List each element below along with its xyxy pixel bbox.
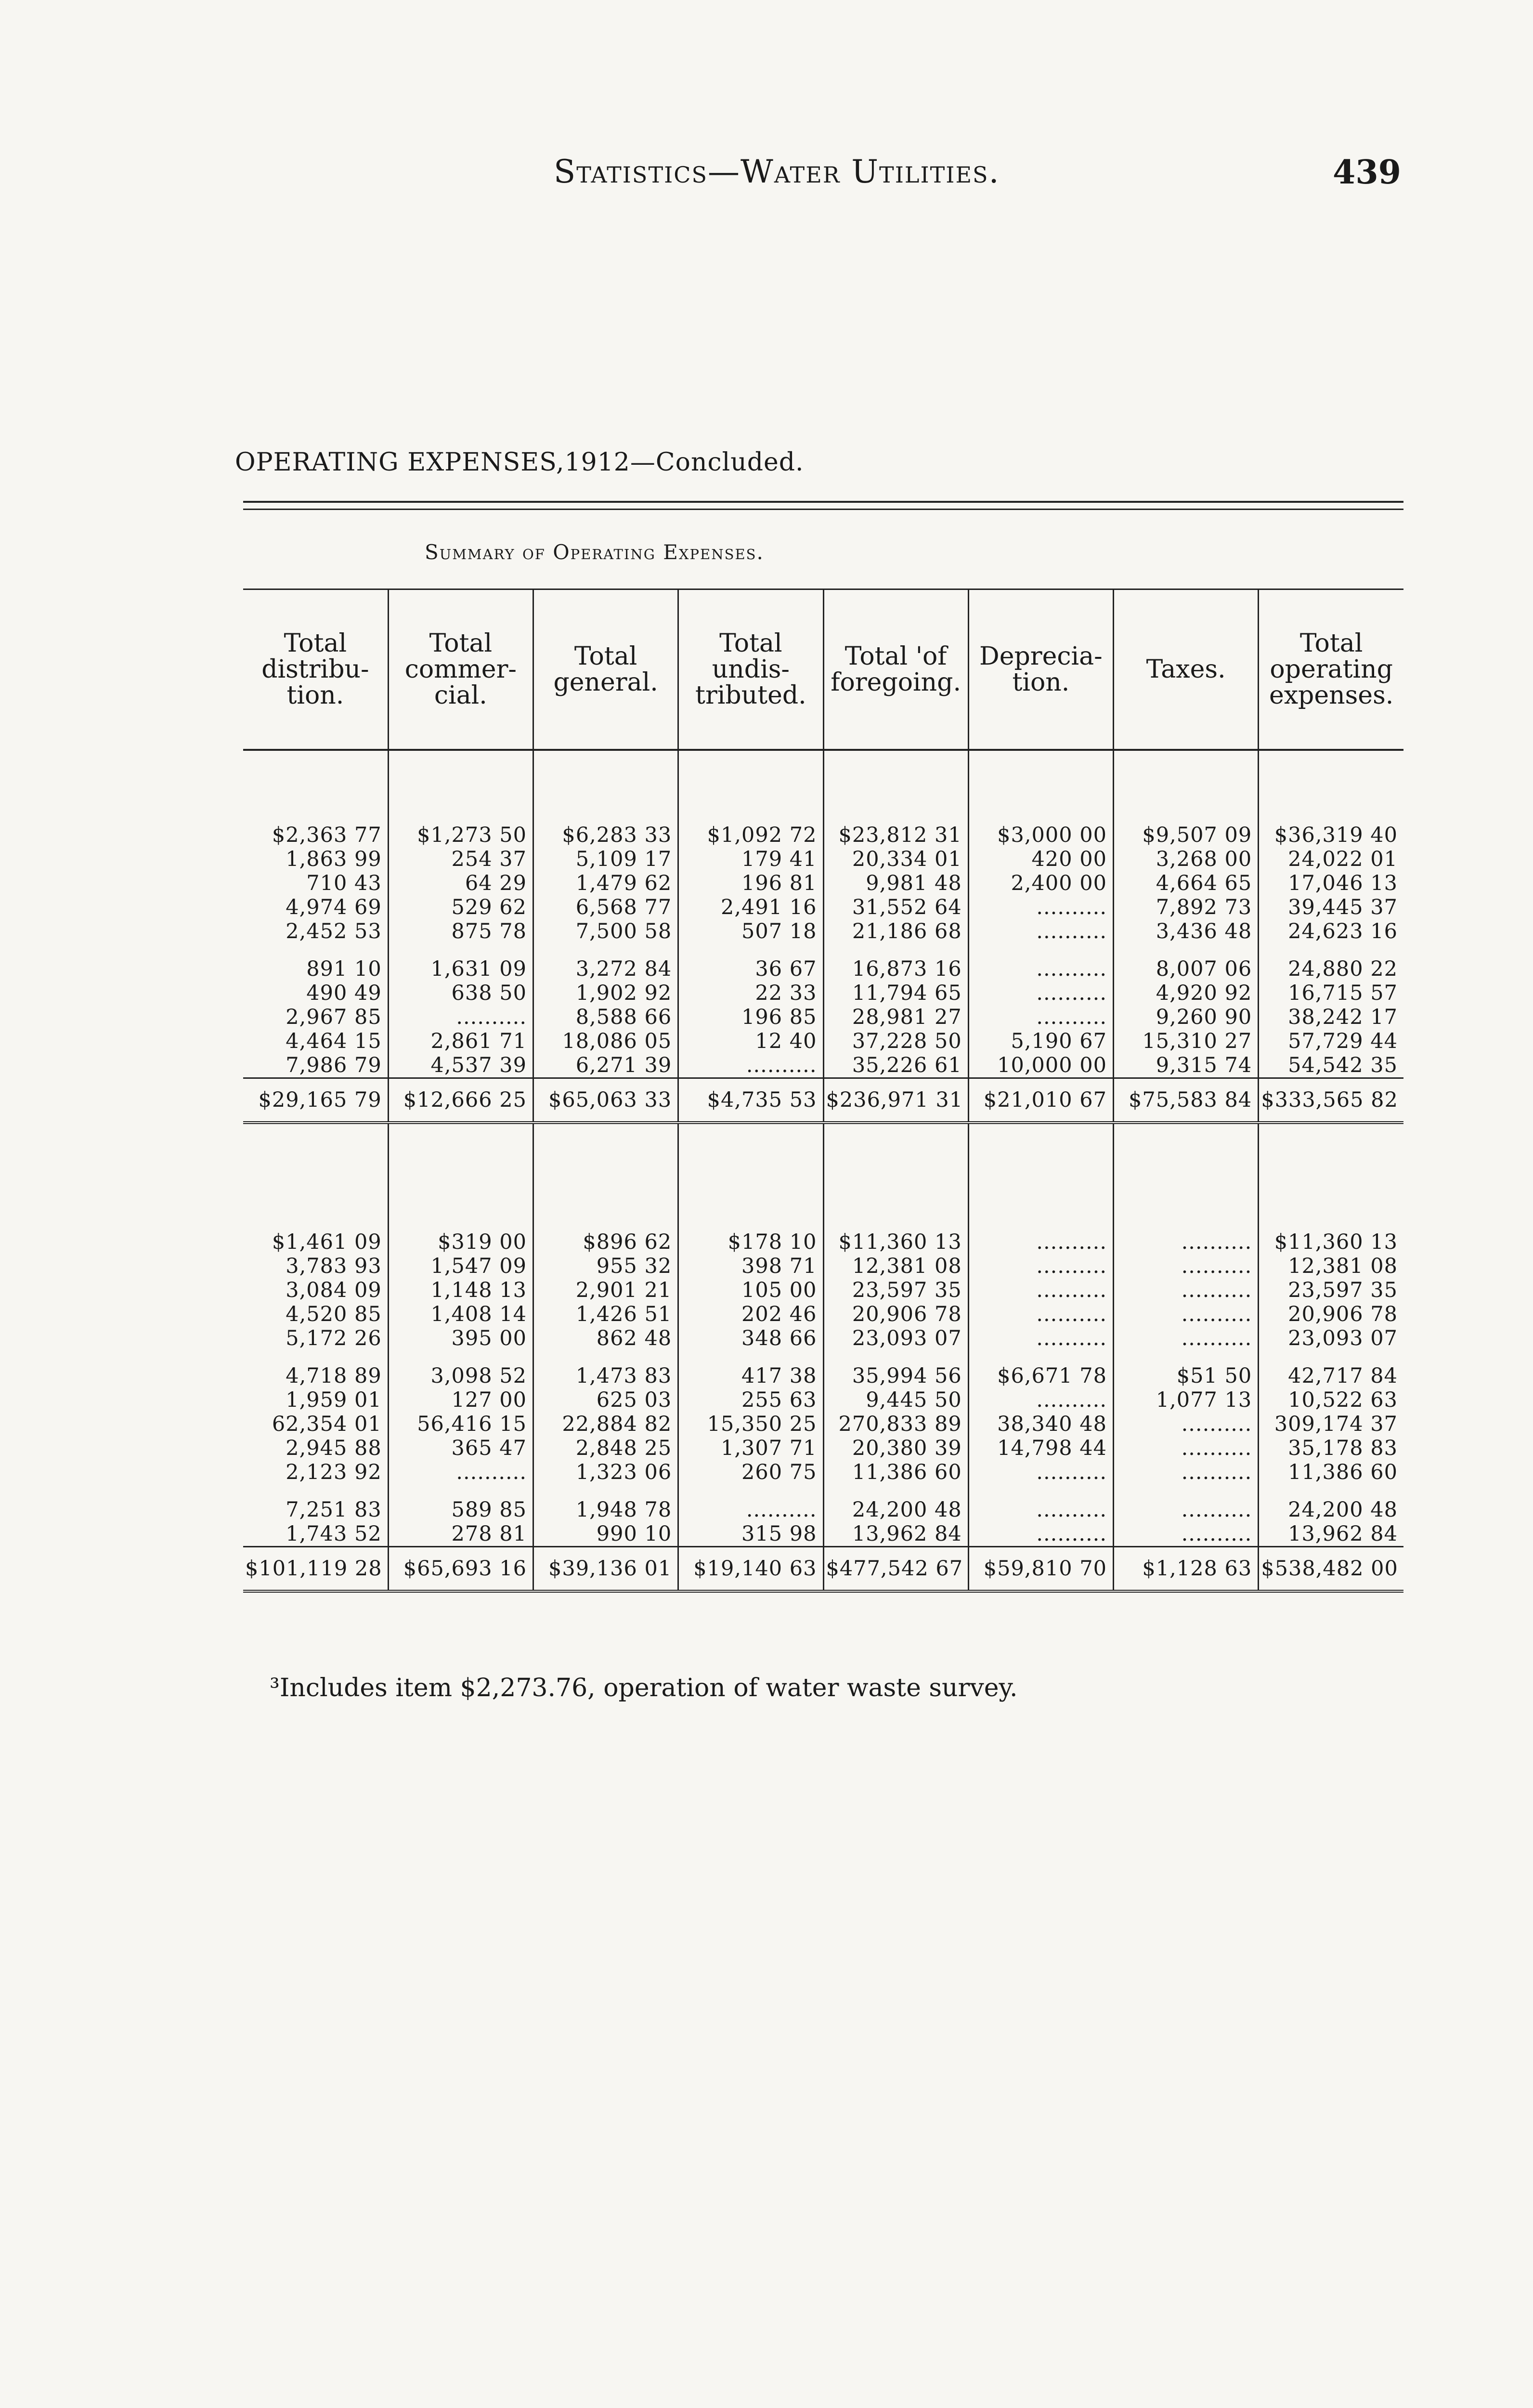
table-cell: 23,597 35 bbox=[823, 1278, 968, 1302]
table-row bbox=[243, 1005, 1403, 1029]
table-cell: 1,307 71 bbox=[678, 1436, 823, 1460]
table-cell: 9,981 48 bbox=[823, 871, 968, 895]
table-cell: 417 38 bbox=[678, 1364, 823, 1388]
table-cell: 638 50 bbox=[388, 981, 533, 1005]
table-row bbox=[243, 1230, 1403, 1254]
table-cell: 710 43 bbox=[306, 871, 382, 895]
table-cell: 2,861 71 bbox=[388, 1029, 533, 1053]
column-header: Deprecia- tion. bbox=[968, 590, 1113, 750]
spacer-row bbox=[243, 943, 1403, 957]
table-cell: .......... bbox=[968, 1498, 1113, 1522]
table-cell: 64 29 bbox=[388, 871, 533, 895]
table-cell: 7,251 83 bbox=[286, 1498, 382, 1522]
table-cell: 10,522 63 bbox=[1259, 1388, 1403, 1412]
table-cell: 10,000 00 bbox=[968, 1053, 1113, 1078]
column-header-row bbox=[243, 590, 1403, 750]
table-cell: $6,283 33 bbox=[533, 823, 678, 847]
table-cell: 589 85 bbox=[388, 1498, 533, 1522]
table-cell: 23,093 07 bbox=[823, 1326, 968, 1350]
table-cell: 1,743 52 bbox=[286, 1522, 382, 1546]
table-cell: $51 50 bbox=[1114, 1364, 1259, 1388]
table-cell: 11,386 60 bbox=[1259, 1460, 1403, 1484]
total-row bbox=[243, 1547, 1403, 1592]
table-row bbox=[243, 1053, 1403, 1078]
table-cell: .......... bbox=[678, 1053, 823, 1078]
table-cell: 24,022 01 bbox=[1259, 847, 1403, 871]
table-cell: .......... bbox=[968, 1005, 1113, 1029]
table-cell: 1,077 13 bbox=[1114, 1388, 1259, 1412]
table-cell: 127 00 bbox=[388, 1388, 533, 1412]
table-cell: 4,537 39 bbox=[388, 1053, 533, 1078]
table-cell: 17,046 13 bbox=[1259, 871, 1403, 895]
table-row bbox=[243, 1436, 1403, 1460]
spacer-row bbox=[243, 1123, 1403, 1230]
table-cell: 8,007 06 bbox=[1114, 957, 1259, 981]
table-cell: 3,272 84 bbox=[533, 957, 678, 981]
table-cell: 990 10 bbox=[533, 1522, 678, 1547]
table-cell: 35,178 83 bbox=[1259, 1436, 1403, 1460]
table-cell: 420 00 bbox=[968, 847, 1113, 871]
spacer-row bbox=[243, 1350, 1403, 1364]
table-cell: .......... bbox=[678, 1498, 823, 1522]
table-cell: .......... bbox=[1114, 1326, 1259, 1350]
table-cell: $12,666 25 bbox=[388, 1078, 533, 1123]
table-cell: 12,381 08 bbox=[823, 1254, 968, 1278]
table-row bbox=[243, 981, 1403, 1005]
table-cell: 23,093 07 bbox=[1259, 1326, 1403, 1350]
summary-title: Summary of Operating Expenses. bbox=[425, 540, 764, 564]
table-cell: 56,416 15 bbox=[388, 1412, 533, 1436]
table-cell: 18,086 05 bbox=[533, 1029, 678, 1053]
column-header: Total undis- tributed. bbox=[678, 590, 823, 750]
table-cell: .......... bbox=[968, 1278, 1113, 1302]
table-row bbox=[243, 1412, 1403, 1436]
table-cell: $178 10 bbox=[678, 1230, 823, 1254]
column-header: Taxes. bbox=[1114, 590, 1259, 750]
column-header: Total 'of foregoing. bbox=[823, 590, 968, 750]
table-cell: .......... bbox=[968, 957, 1113, 981]
table-cell: $36,319 40 bbox=[1259, 823, 1403, 847]
table-cell: 179 41 bbox=[678, 847, 823, 871]
top-double-rule-a bbox=[243, 501, 1403, 503]
table-cell: 37,228 50 bbox=[823, 1029, 968, 1053]
table-cell: 12,381 08 bbox=[1259, 1254, 1403, 1278]
table-cell: $6,671 78 bbox=[968, 1364, 1113, 1388]
table-cell: .......... bbox=[968, 1388, 1113, 1412]
table-cell: .......... bbox=[1114, 1302, 1259, 1326]
table-cell: $39,136 01 bbox=[533, 1547, 678, 1592]
table-cell: $75,583 84 bbox=[1114, 1078, 1259, 1123]
table-cell: 13,962 84 bbox=[1259, 1522, 1403, 1547]
table-cell: $65,693 16 bbox=[388, 1547, 533, 1592]
table-cell: 1,547 09 bbox=[388, 1254, 533, 1278]
table-cell: 196 81 bbox=[678, 871, 823, 895]
table-cell: 5,172 26 bbox=[286, 1326, 382, 1350]
table-cell: 2,452 53 bbox=[286, 919, 382, 943]
table-row bbox=[243, 895, 1403, 919]
table-cell: .......... bbox=[968, 1326, 1113, 1350]
table-cell: .......... bbox=[968, 919, 1113, 943]
table-cell: 38,242 17 bbox=[1259, 1005, 1403, 1029]
table-row bbox=[243, 871, 1403, 895]
table-cell: 5,109 17 bbox=[533, 847, 678, 871]
table-cell: 3,436 48 bbox=[1114, 919, 1259, 943]
table-cell: 36 67 bbox=[678, 957, 823, 981]
spacer-row bbox=[243, 750, 1403, 823]
top-double-rule-b bbox=[243, 509, 1403, 510]
table-cell: 4,464 15 bbox=[286, 1029, 382, 1053]
table-cell: 54,542 35 bbox=[1259, 1053, 1403, 1078]
table-cell: .......... bbox=[1114, 1460, 1259, 1484]
table-cell: $101,119 28 bbox=[243, 1547, 388, 1592]
table-cell: .......... bbox=[968, 895, 1113, 919]
table-cell: 7,500 58 bbox=[533, 919, 678, 943]
table-cell: 196 85 bbox=[678, 1005, 823, 1029]
table-cell: $11,360 13 bbox=[823, 1230, 968, 1254]
table-cell: 24,200 48 bbox=[823, 1498, 968, 1522]
table-cell: 16,873 16 bbox=[823, 957, 968, 981]
table-cell: 9,315 74 bbox=[1114, 1053, 1259, 1078]
table-cell: 38,340 48 bbox=[968, 1412, 1113, 1436]
table-cell: 1,479 62 bbox=[533, 871, 678, 895]
column-header: Total general. bbox=[533, 590, 678, 750]
table-cell: 3,084 09 bbox=[286, 1278, 382, 1302]
table-cell: .......... bbox=[1114, 1498, 1259, 1522]
table-cell: 13,962 84 bbox=[823, 1522, 968, 1547]
column-header: Total operating expenses. bbox=[1259, 590, 1403, 750]
table-cell: 1,863 99 bbox=[286, 847, 382, 871]
table-cell: 1,426 51 bbox=[533, 1302, 678, 1326]
table-cell: 22,884 82 bbox=[533, 1412, 678, 1436]
column-header: Total distribu- tion. bbox=[243, 590, 388, 750]
table-cell: 1,323 06 bbox=[533, 1460, 678, 1484]
table-cell: 1,959 01 bbox=[286, 1388, 382, 1412]
table-cell: $4,735 53 bbox=[678, 1078, 823, 1123]
table-cell: $1,273 50 bbox=[388, 823, 533, 847]
table-cell: 23,597 35 bbox=[1259, 1278, 1403, 1302]
table-cell: 1,948 78 bbox=[533, 1498, 678, 1522]
table-cell: $236,971 31 bbox=[823, 1078, 968, 1123]
table-cell: 315 98 bbox=[678, 1522, 823, 1547]
table-cell: 105 00 bbox=[678, 1278, 823, 1302]
table-row bbox=[243, 1498, 1403, 1522]
table-cell: 5,190 67 bbox=[968, 1029, 1113, 1053]
table-cell: $19,140 63 bbox=[678, 1547, 823, 1592]
table-cell: .......... bbox=[388, 1005, 533, 1029]
table-cell: .......... bbox=[1114, 1412, 1259, 1436]
table-cell: 20,906 78 bbox=[1259, 1302, 1403, 1326]
table-cell: 14,798 44 bbox=[968, 1436, 1113, 1460]
table-row bbox=[243, 1460, 1403, 1484]
table-cell: $65,063 33 bbox=[533, 1078, 678, 1123]
table-cell: $1,092 72 bbox=[678, 823, 823, 847]
table-cell: 507 18 bbox=[678, 919, 823, 943]
table-cell: 57,729 44 bbox=[1259, 1029, 1403, 1053]
table-cell: $23,812 31 bbox=[823, 823, 968, 847]
page-header bbox=[554, 153, 1401, 206]
operating-expenses-table bbox=[243, 590, 1403, 1593]
table-cell: 9,260 90 bbox=[1114, 1005, 1259, 1029]
section-title: OPERATING EXPENSES,1912—Concluded. bbox=[235, 448, 804, 477]
table-cell: 490 49 bbox=[306, 981, 382, 1005]
table-cell: $29,165 79 bbox=[243, 1078, 388, 1123]
table-row bbox=[243, 1522, 1403, 1547]
table-cell: 348 66 bbox=[678, 1326, 823, 1350]
table-cell: 24,623 16 bbox=[1259, 919, 1403, 943]
table-cell: 2,848 25 bbox=[533, 1436, 678, 1460]
table-cell: 875 78 bbox=[388, 919, 533, 943]
column-header: Total commer- cial. bbox=[388, 590, 533, 750]
table-cell: $319 00 bbox=[388, 1230, 533, 1254]
spacer-row bbox=[243, 1484, 1403, 1498]
table-cell: 4,920 92 bbox=[1114, 981, 1259, 1005]
table-cell: 12 40 bbox=[678, 1029, 823, 1053]
table-cell: .......... bbox=[968, 1302, 1113, 1326]
table-cell: 21,186 68 bbox=[823, 919, 968, 943]
table-cell: .......... bbox=[1114, 1230, 1259, 1254]
table-cell: 2,901 21 bbox=[533, 1278, 678, 1302]
table-cell: 1,473 83 bbox=[533, 1364, 678, 1388]
table-cell: .......... bbox=[968, 1254, 1113, 1278]
table-cell: 31,552 64 bbox=[823, 895, 968, 919]
table-cell: 3,783 93 bbox=[286, 1254, 382, 1278]
table-cell: 15,310 27 bbox=[1114, 1029, 1259, 1053]
table-row bbox=[243, 957, 1403, 981]
table-cell: $477,542 67 bbox=[823, 1547, 968, 1592]
table-row bbox=[243, 1388, 1403, 1412]
table-cell: 1,148 13 bbox=[388, 1278, 533, 1302]
table-cell: 202 46 bbox=[678, 1302, 823, 1326]
table-cell: 15,350 25 bbox=[678, 1412, 823, 1436]
table-cell: $11,360 13 bbox=[1259, 1230, 1403, 1254]
table-cell: 891 10 bbox=[306, 957, 382, 981]
table-cell: .......... bbox=[1114, 1436, 1259, 1460]
table-cell: 2,400 00 bbox=[968, 871, 1113, 895]
table-cell: .......... bbox=[968, 1230, 1113, 1254]
table-cell: 278 81 bbox=[388, 1522, 533, 1547]
table-row bbox=[243, 1278, 1403, 1302]
table-cell: 35,226 61 bbox=[823, 1053, 968, 1078]
table-cell: 11,386 60 bbox=[823, 1460, 968, 1484]
table-cell: 20,334 01 bbox=[823, 847, 968, 871]
table-cell: $9,507 09 bbox=[1114, 823, 1259, 847]
table-cell: 1,631 09 bbox=[388, 957, 533, 981]
table-cell: 1,408 14 bbox=[388, 1302, 533, 1326]
table-cell: 7,892 73 bbox=[1114, 895, 1259, 919]
table-cell: $2,363 77 bbox=[272, 823, 382, 847]
table-cell: 24,880 22 bbox=[1259, 957, 1403, 981]
table-cell: 39,445 37 bbox=[1259, 895, 1403, 919]
table-cell: 20,906 78 bbox=[823, 1302, 968, 1326]
table-cell: $896 62 bbox=[533, 1230, 678, 1254]
table-cell: 2,967 85 bbox=[286, 1005, 382, 1029]
table-cell: 862 48 bbox=[533, 1326, 678, 1350]
table-cell: 365 47 bbox=[388, 1436, 533, 1460]
table-cell: .......... bbox=[1114, 1522, 1259, 1547]
table-cell: 8,588 66 bbox=[533, 1005, 678, 1029]
table-row bbox=[243, 1302, 1403, 1326]
table-cell: 42,717 84 bbox=[1259, 1364, 1403, 1388]
table-cell: $3,000 00 bbox=[968, 823, 1113, 847]
table-cell: 6,271 39 bbox=[533, 1053, 678, 1078]
table-cell: 4,664 65 bbox=[1114, 871, 1259, 895]
table-cell: $1,461 09 bbox=[272, 1230, 382, 1254]
table-cell: $59,810 70 bbox=[968, 1547, 1113, 1592]
table-cell: .......... bbox=[388, 1460, 533, 1484]
table-row bbox=[243, 847, 1403, 871]
table-cell: 62,354 01 bbox=[272, 1412, 382, 1436]
table-cell: 395 00 bbox=[388, 1326, 533, 1350]
table-cell: 20,380 39 bbox=[823, 1436, 968, 1460]
table-row bbox=[243, 1326, 1403, 1350]
table-cell: 35,994 56 bbox=[823, 1364, 968, 1388]
table-cell: .......... bbox=[968, 1460, 1113, 1484]
table-cell: 9,445 50 bbox=[823, 1388, 968, 1412]
table-cell: 260 75 bbox=[678, 1460, 823, 1484]
table-cell: .......... bbox=[1114, 1278, 1259, 1302]
table-cell: $333,565 82 bbox=[1259, 1078, 1403, 1123]
table-cell: 625 03 bbox=[533, 1388, 678, 1412]
table-cell: 2,123 92 bbox=[286, 1460, 382, 1484]
page-number: 439 bbox=[1333, 153, 1401, 192]
table-cell: 4,974 69 bbox=[286, 895, 382, 919]
table-cell: $1,128 63 bbox=[1114, 1547, 1259, 1592]
table-cell: 955 32 bbox=[533, 1254, 678, 1278]
table-cell: 6,568 77 bbox=[533, 895, 678, 919]
table-cell: 3,098 52 bbox=[388, 1364, 533, 1388]
table-cell: $21,010 67 bbox=[968, 1078, 1113, 1123]
table-cell: .......... bbox=[1114, 1254, 1259, 1278]
table-cell: 529 62 bbox=[388, 895, 533, 919]
table-cell: 1,902 92 bbox=[533, 981, 678, 1005]
table-cell: .......... bbox=[968, 981, 1113, 1005]
table-cell: 4,520 85 bbox=[286, 1302, 382, 1326]
table-row bbox=[243, 1364, 1403, 1388]
table-cell: 11,794 65 bbox=[823, 981, 968, 1005]
table-row bbox=[243, 823, 1403, 847]
table-cell: 7,986 79 bbox=[286, 1053, 382, 1077]
table-row bbox=[243, 1029, 1403, 1053]
table-cell: .......... bbox=[968, 1522, 1113, 1547]
table-cell: 22 33 bbox=[678, 981, 823, 1005]
table-body bbox=[243, 750, 1403, 1591]
table-row bbox=[243, 1254, 1403, 1278]
footnote: ³Includes item $2,273.76, operation of water waste survey. bbox=[270, 1674, 1018, 1702]
table-row bbox=[243, 919, 1403, 943]
table-cell: 2,945 88 bbox=[286, 1436, 382, 1460]
table-cell: 28,981 27 bbox=[823, 1005, 968, 1029]
running-title: Statistics—Water Utilities. bbox=[554, 153, 1000, 190]
table-cell: 24,200 48 bbox=[1259, 1498, 1403, 1522]
table-cell: 2,491 16 bbox=[678, 895, 823, 919]
table-cell: 398 71 bbox=[678, 1254, 823, 1278]
table-cell: 270,833 89 bbox=[823, 1412, 968, 1436]
table-cell: 255 63 bbox=[678, 1388, 823, 1412]
table-cell: $538,482 00 bbox=[1259, 1547, 1403, 1592]
total-row bbox=[243, 1078, 1403, 1123]
table-cell: 3,268 00 bbox=[1114, 847, 1259, 871]
table-cell: 309,174 37 bbox=[1259, 1412, 1403, 1436]
table-cell: 254 37 bbox=[388, 847, 533, 871]
table-cell: 16,715 57 bbox=[1259, 981, 1403, 1005]
table-cell: 4,718 89 bbox=[286, 1364, 382, 1388]
